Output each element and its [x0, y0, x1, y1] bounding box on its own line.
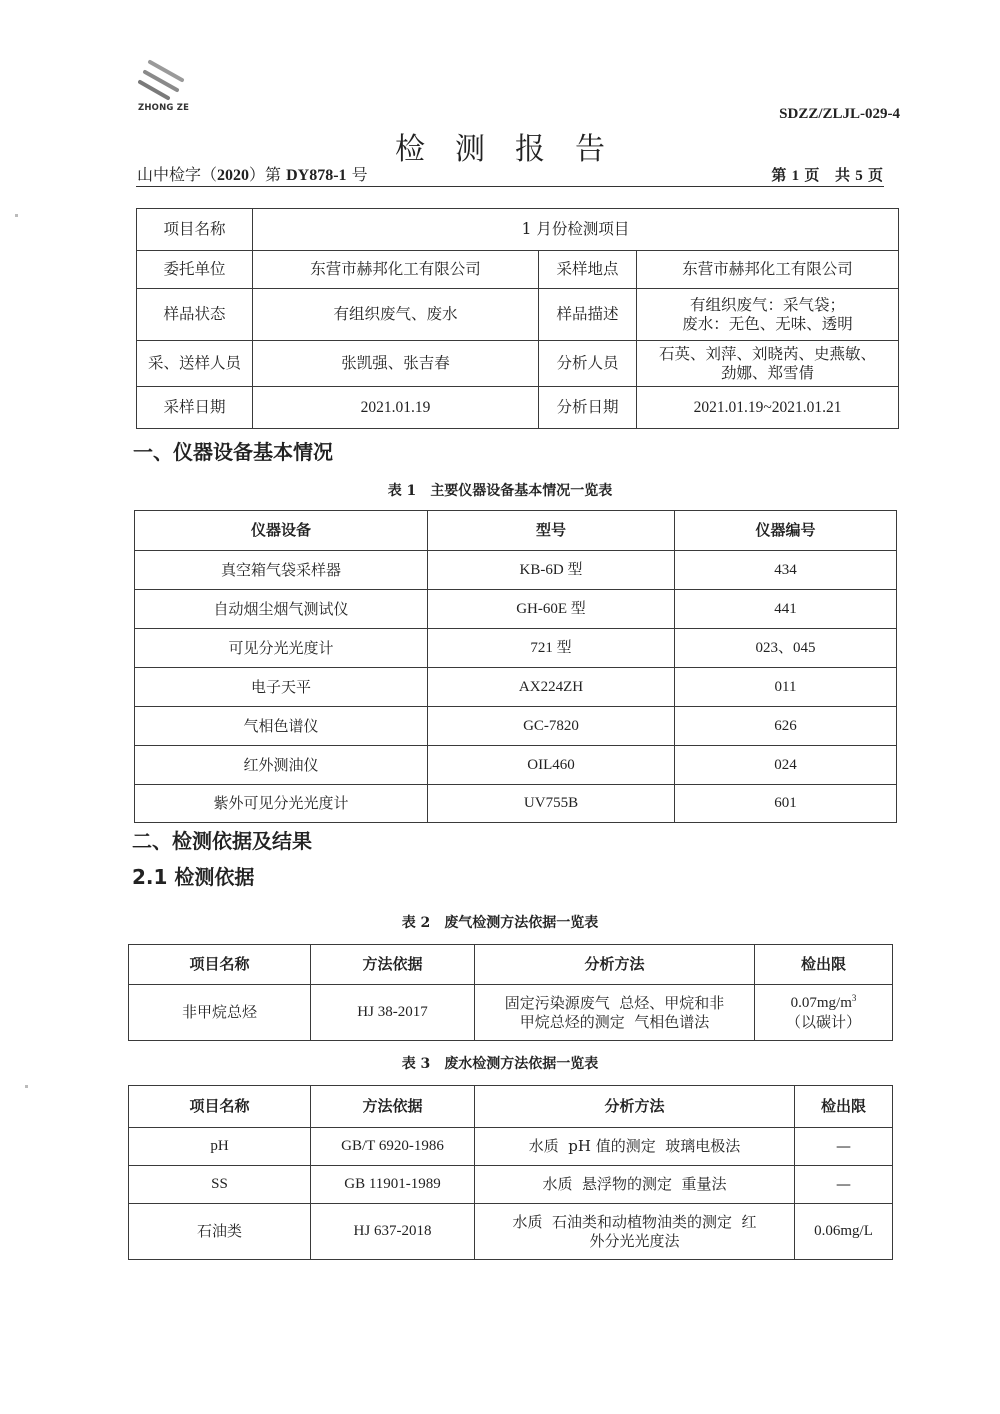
project-info-table [136, 208, 899, 429]
item-name: SS [129, 1166, 311, 1204]
scan-mark [15, 214, 18, 217]
equipment-name: 红外测油仪 [135, 746, 428, 785]
client-label: 委托单位 [137, 251, 253, 289]
detection-limit: — [795, 1128, 893, 1166]
page-total: 5 [855, 168, 863, 184]
equipment-name: 自动烟尘烟气测试仪 [135, 590, 428, 629]
page-label-mid: 页 共 [799, 166, 856, 184]
table-row [137, 289, 899, 341]
scan-mark [25, 1085, 28, 1088]
sample-state-label: 样品状态 [137, 289, 253, 341]
logo-text: ZHONG ZE [138, 103, 190, 113]
equipment-name: 气相色谱仪 [135, 707, 428, 746]
report-no-prefix: 山中检字（ [137, 165, 218, 184]
column-header: 仪器编号 [675, 511, 897, 551]
table-2-caption [0, 912, 1000, 932]
column-header: 项目名称 [129, 945, 311, 985]
detection-limit: 0.06mg/L [795, 1204, 893, 1260]
table-header-row [129, 945, 893, 985]
detection-limit [755, 985, 893, 1041]
table-2-title: 废气检测方法依据一览表 [444, 915, 599, 931]
logo-stripes-icon [138, 58, 188, 102]
detection-limit: — [795, 1166, 893, 1204]
equipment-name: 紫外可见分光光度计 [135, 785, 428, 823]
equipment-table [134, 510, 897, 823]
table-row [129, 1166, 893, 1204]
sampler-value: 张凯强、张吉春 [253, 341, 539, 387]
limit-superscript: 3 [851, 992, 857, 1003]
table-header-row [129, 1086, 893, 1128]
sampling-site-label: 采样地点 [539, 251, 637, 289]
exhaust-gas-method-table [128, 944, 893, 1041]
equipment-id: 441 [675, 590, 897, 629]
page-current: 1 [791, 168, 800, 184]
detection-limit-note: （以碳计） [785, 1012, 861, 1031]
table-2-number: 表 2 [401, 915, 431, 931]
analysis-method-line2: 甲烷总烃的测定 气相色谱法 [519, 1012, 710, 1031]
table-1-caption [0, 480, 1000, 500]
analysis-method-line1: 水质 石油类和动植物油类的测定 红 [512, 1212, 757, 1231]
equipment-id: 434 [675, 551, 897, 590]
column-header: 仪器设备 [135, 511, 428, 551]
analysis-method [475, 1204, 795, 1260]
wastewater-method-table [128, 1085, 893, 1260]
report-no-id: DY878-1 [286, 167, 347, 184]
table-row [137, 341, 899, 387]
report-number [137, 162, 368, 185]
sample-desc-label: 样品描述 [539, 289, 637, 341]
equipment-model: GH-60E 型 [428, 590, 675, 629]
item-name: 石油类 [129, 1204, 311, 1260]
column-header: 检出限 [795, 1086, 893, 1128]
sampling-site-value: 东营市赫邦化工有限公司 [637, 251, 899, 289]
analysis-date-label: 分析日期 [539, 387, 637, 429]
table-row [135, 707, 897, 746]
sampling-date-value: 2021.01.19 [253, 387, 539, 429]
column-header: 型号 [428, 511, 675, 551]
detection-limit-value [759, 994, 888, 1013]
method-standard: HJ 38-2017 [311, 985, 475, 1041]
analysis-date-value: 2021.01.19~2021.01.21 [637, 387, 899, 429]
table-row [129, 985, 893, 1041]
analysis-method: 水质 pH 值的测定 玻璃电极法 [475, 1128, 795, 1166]
column-header: 项目名称 [129, 1086, 311, 1128]
sampler-label: 采、送样人员 [137, 341, 253, 387]
column-header: 方法依据 [311, 1086, 475, 1128]
page-label-pre: 第 [771, 166, 792, 184]
analyst-label: 分析人员 [539, 341, 637, 387]
equipment-name: 电子天平 [135, 668, 428, 707]
table-row [129, 1204, 893, 1260]
column-header: 分析方法 [475, 1086, 795, 1128]
page-indicator [771, 164, 883, 185]
document-code: SDZZ/ZLJL-029-4 [779, 106, 900, 122]
sampling-date-label: 采样日期 [137, 387, 253, 429]
column-header: 方法依据 [311, 945, 475, 985]
equipment-model: OIL460 [428, 746, 675, 785]
header-divider [136, 186, 884, 187]
column-header: 分析方法 [475, 945, 755, 985]
sample-desc-line2: 废水：无色、无味、透明 [682, 314, 853, 333]
equipment-id: 024 [675, 746, 897, 785]
section-2-heading: 二、检测依据及结果 [132, 829, 312, 853]
analysis-method-line1: 固定污染源废气 总烃、甲烷和非 [504, 993, 725, 1012]
equipment-model: GC-7820 [428, 707, 675, 746]
analyst-line2: 劲娜、郑雪倩 [721, 363, 815, 382]
equipment-id: 626 [675, 707, 897, 746]
analysis-method [475, 985, 755, 1041]
page-label-post: 页 [862, 166, 883, 184]
client-value: 东营市赫邦化工有限公司 [253, 251, 539, 289]
method-standard: GB/T 6920-1986 [311, 1128, 475, 1166]
section-2-1-heading: 2.1 检测依据 [132, 865, 255, 889]
equipment-name: 可见分光光度计 [135, 629, 428, 668]
table-row [137, 387, 899, 429]
table-1-number: 表 1 [387, 483, 417, 499]
sample-desc-line1: 有组织废气：采气袋； [690, 295, 846, 314]
table-row [135, 785, 897, 823]
limit-value: 0.07mg/m [790, 994, 852, 1011]
sample-desc-value [637, 289, 899, 341]
project-name-value: 1 月份检测项目 [253, 209, 899, 251]
table-3-number: 表 3 [401, 1056, 431, 1072]
analysis-method: 水质 悬浮物的测定 重量法 [475, 1166, 795, 1204]
equipment-name: 真空箱气袋采样器 [135, 551, 428, 590]
equipment-model: 721 型 [428, 629, 675, 668]
report-no-suffix: 号 [346, 165, 368, 184]
project-name-label: 项目名称 [137, 209, 253, 251]
analyst-line1: 石英、刘萍、刘晓芮、史燕敏、 [659, 344, 877, 363]
table-row [135, 590, 897, 629]
item-name: pH [129, 1128, 311, 1166]
method-standard: GB 11901-1989 [311, 1166, 475, 1204]
table-1-title: 主要仪器设备基本情况一览表 [430, 483, 613, 499]
table-row [135, 746, 897, 785]
table-row [135, 551, 897, 590]
report-no-year: 2020 [217, 167, 250, 184]
equipment-model: AX224ZH [428, 668, 675, 707]
equipment-model: KB-6D 型 [428, 551, 675, 590]
table-row [135, 668, 897, 707]
table-row [137, 209, 899, 251]
report-no-mid: ）第 [249, 165, 287, 184]
equipment-model: UV755B [428, 785, 675, 823]
equipment-id: 601 [675, 785, 897, 823]
report-title: 检测报告 [395, 132, 635, 167]
column-header: 检出限 [755, 945, 893, 985]
method-standard: HJ 637-2018 [311, 1204, 475, 1260]
equipment-id: 011 [675, 668, 897, 707]
table-row [137, 251, 899, 289]
table-3-title: 废水检测方法依据一览表 [444, 1056, 599, 1072]
equipment-id: 023、045 [675, 629, 897, 668]
analyst-value [637, 341, 899, 387]
company-logo [138, 58, 198, 118]
table-row [135, 629, 897, 668]
analysis-method-line2: 外分光光度法 [589, 1231, 680, 1250]
table-header-row [135, 511, 897, 551]
item-name: 非甲烷总烃 [129, 985, 311, 1041]
section-1-heading: 一、仪器设备基本情况 [133, 440, 333, 464]
sample-state-value: 有组织废气、废水 [253, 289, 539, 341]
table-3-caption [0, 1053, 1000, 1073]
table-row [129, 1128, 893, 1166]
